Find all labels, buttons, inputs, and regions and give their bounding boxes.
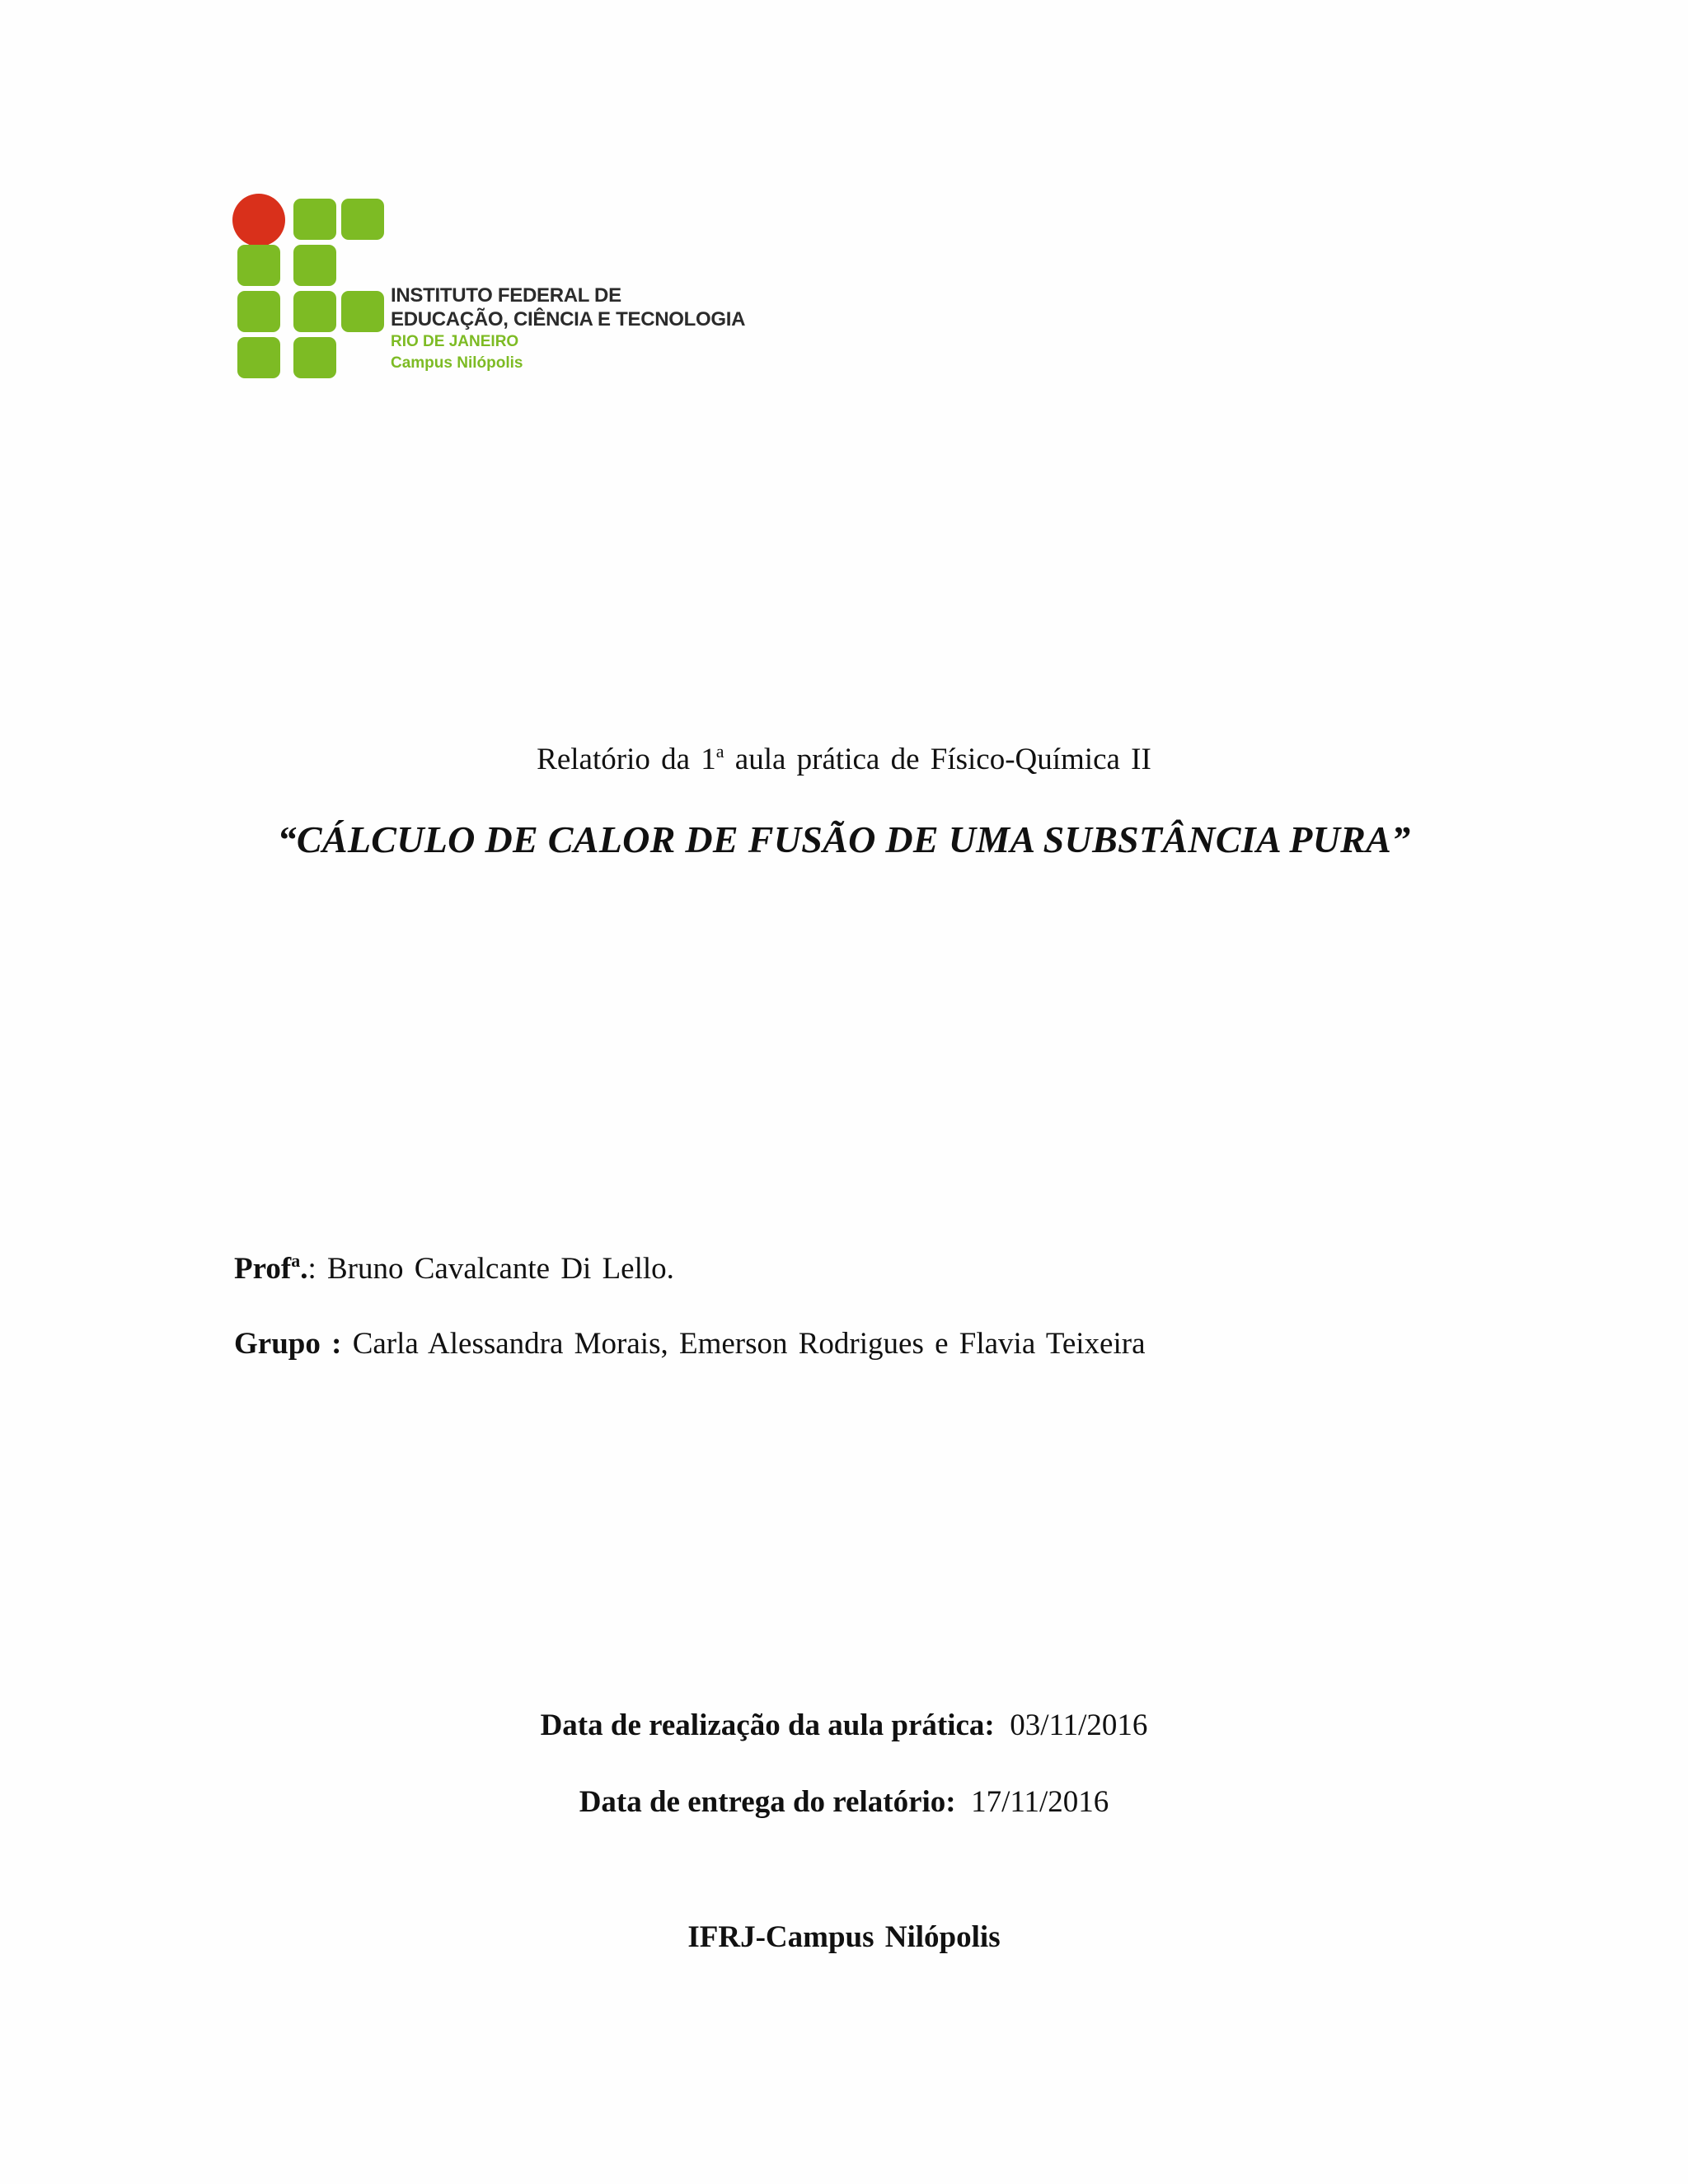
group-label: Grupo : [234, 1327, 342, 1361]
institution-footer: IFRJ-Campus Nilópolis [687, 1920, 1001, 1954]
delivery-date-value: 17/11/2016 [971, 1785, 1109, 1819]
report-subtitle [0, 742, 1688, 777]
practice-date-label: Data de realização da aula prática: [540, 1708, 995, 1742]
logo-square [237, 245, 280, 286]
professor-label: Prof$^a$. [234, 1250, 308, 1286]
logo-square [341, 199, 384, 240]
professor-line [234, 1251, 674, 1286]
practice-date-value: 03/11/2016 [1010, 1708, 1148, 1742]
logo-square [237, 291, 280, 332]
logo-square [293, 245, 336, 286]
logo-text [391, 286, 745, 377]
logo-red-circle [232, 194, 285, 246]
logo-line-4: Campus Nilópolis [391, 354, 523, 372]
logo-line-1: INSTITUTO FEDERAL DE [391, 284, 621, 307]
logo-square [237, 337, 280, 378]
professor-name: : Bruno Cavalcante Di Lello. [307, 1252, 674, 1286]
logo-line-3: RIO DE JANEIRO [391, 333, 519, 350]
logo-square [293, 337, 336, 378]
group-line [234, 1326, 1146, 1361]
report-title: “CÁLCULO DE CALOR DE FUSÃO DE UMA SUBSTÂNCIA PURA” [277, 818, 1411, 860]
delivery-date-line [0, 1784, 1688, 1820]
delivery-date-label: Data de entrega do relatório: [579, 1785, 956, 1819]
subtitle-suffix: aula prática de Físico-Química II [724, 743, 1151, 776]
subtitle-prefix: Relatório da 1 [537, 743, 716, 776]
logo-square [293, 291, 336, 332]
logo-line-2: EDUCAÇÃO, CIÊNCIA E TECNOLOGIA [391, 308, 746, 330]
practice-date-line [0, 1708, 1688, 1743]
logo-square [293, 199, 336, 240]
institution-logo [232, 192, 760, 386]
subtitle-ordinal: a [715, 741, 724, 762]
group-names: Carla Alessandra Morais, Emerson Rodrigues e Flavia Teixeira [341, 1327, 1146, 1361]
logo-square [341, 291, 384, 332]
